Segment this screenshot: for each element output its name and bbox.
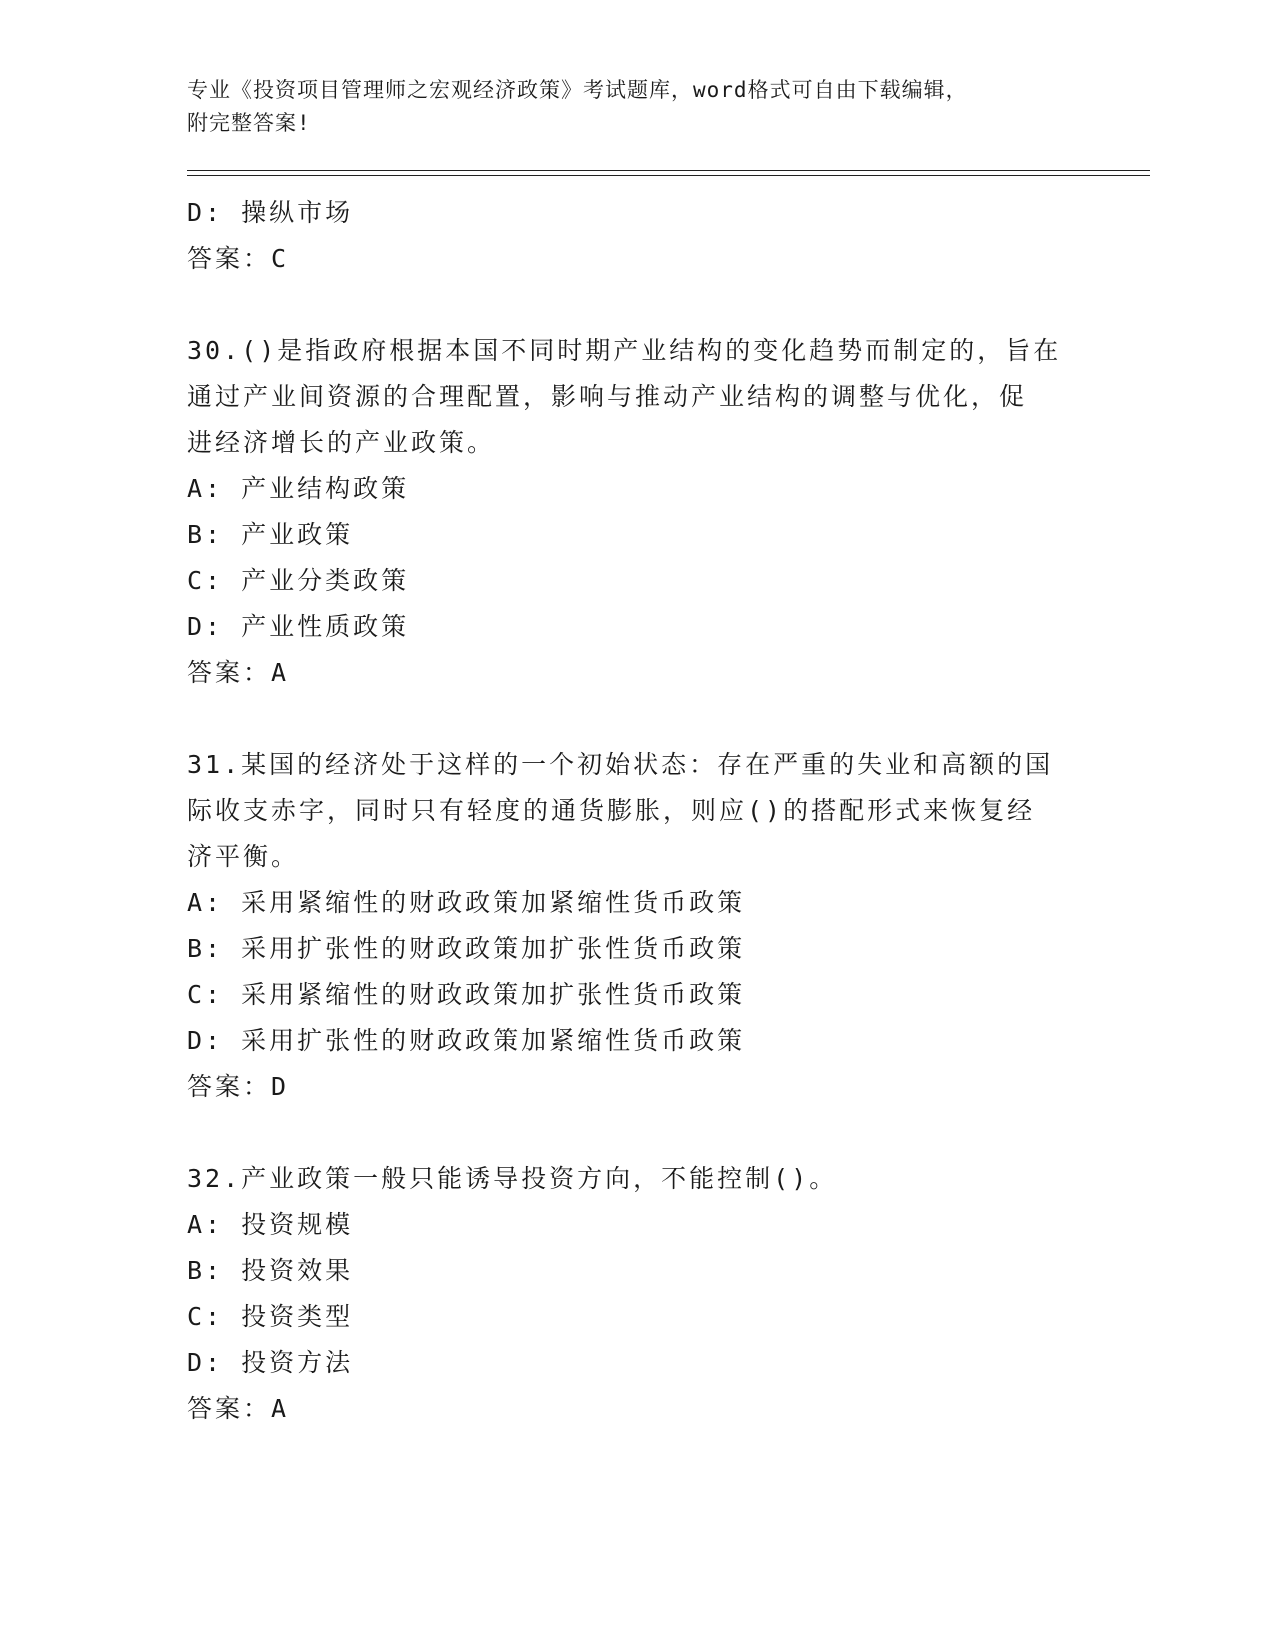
document-body (187, 190, 1087, 1478)
previous-question-tail (187, 190, 1087, 282)
option-b: B: 采用扩张性的财政政策加扩张性货币政策 (187, 934, 746, 963)
option-b: B: 投资效果 (187, 1256, 354, 1285)
answer-label: 答案： (187, 1394, 272, 1423)
option-d: D: 产业性质政策 (187, 612, 410, 641)
question-text-line: 进经济增长的产业政策。 (187, 428, 496, 457)
question-31 (187, 742, 1087, 1110)
question-text-line: 30.()是指政府根据本国不同时期产业结构的变化趋势而制定的，旨在 (187, 336, 1062, 365)
answer-line (187, 236, 1087, 282)
header-divider-bottom (187, 175, 1150, 176)
option-d: D: 操纵市场 (187, 198, 354, 227)
option-c: C: 投资类型 (187, 1302, 354, 1331)
question-text-line: 31.某国的经济处于这样的一个初始状态：存在严重的失业和高额的国 (187, 750, 1054, 779)
document-header (187, 74, 1087, 140)
answer-label: 答案： (187, 658, 272, 687)
question-text-line: 际收支赤字，同时只有轻度的通货膨胀，则应()的搭配形式来恢复经 (187, 796, 1036, 825)
option-a: A: 投资规模 (187, 1210, 354, 1239)
option-d: D: 投资方法 (187, 1348, 354, 1377)
answer-line (187, 1386, 1087, 1432)
question-32 (187, 1156, 1087, 1432)
option-c: C: 产业分类政策 (187, 566, 410, 595)
option-c: C: 采用紧缩性的财政政策加扩张性货币政策 (187, 980, 746, 1009)
answer-value: A (271, 1394, 290, 1423)
answer-value: C (271, 244, 290, 273)
option-d: D: 采用扩张性的财政政策加紧缩性货币政策 (187, 1026, 746, 1055)
question-text-line: 通过产业间资源的合理配置，影响与推动产业结构的调整与优化，促 (187, 382, 1028, 411)
option-a: A: 采用紧缩性的财政政策加紧缩性货币政策 (187, 888, 746, 917)
answer-value: D (271, 1072, 290, 1101)
answer-label: 答案： (187, 1072, 272, 1101)
answer-label: 答案： (187, 244, 272, 273)
question-text-line: 济平衡。 (187, 842, 300, 871)
answer-value: A (271, 658, 290, 687)
header-divider-top (187, 170, 1150, 171)
header-line-2: 附完整答案! (187, 111, 311, 135)
question-text-line: 32.产业政策一般只能诱导投资方向，不能控制()。 (187, 1164, 838, 1193)
option-a: A: 产业结构政策 (187, 474, 410, 503)
header-line-1: 专业《投资项目管理师之宏观经济政策》考试题库，word格式可自由下载编辑， (187, 78, 968, 102)
option-b: B: 产业政策 (187, 520, 354, 549)
answer-line (187, 650, 1087, 696)
question-30 (187, 328, 1087, 696)
answer-line (187, 1064, 1087, 1110)
